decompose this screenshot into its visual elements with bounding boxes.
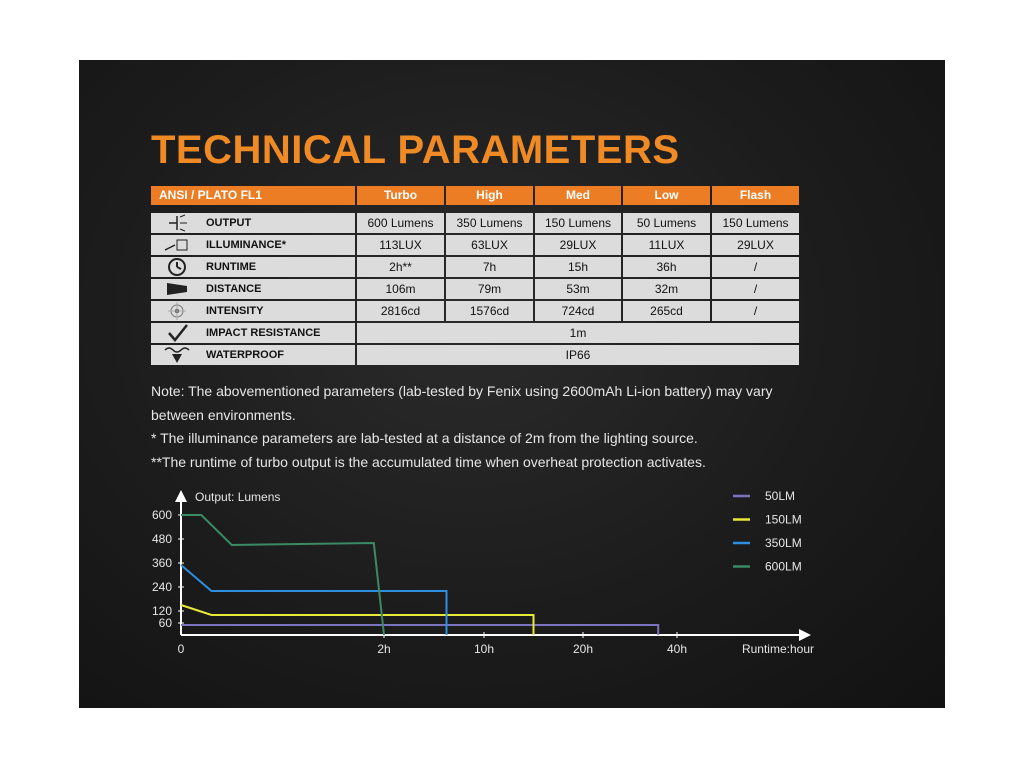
table-cell: 600 Lumens (357, 213, 444, 233)
table-cell: 63LUX (446, 235, 533, 255)
row-label-text: OUTPUT (206, 217, 252, 229)
y-axis-label: Output: Lumens (195, 490, 281, 504)
header-flash: Flash (712, 186, 799, 205)
note-line: * The illuminance parameters are lab-tested at a distance of 2m from the lighting source. (151, 430, 698, 446)
legend-label: 50LM (765, 489, 796, 503)
row-label-distance (151, 279, 355, 299)
row-label-intensity (151, 301, 355, 321)
table-cell: 11LUX (623, 235, 710, 255)
table-cell: 15h (535, 257, 621, 277)
table-cell: 350 Lumens (446, 213, 533, 233)
notes (151, 380, 851, 474)
y-axis-arrow (175, 490, 187, 502)
y-tick-label: 360 (151, 556, 172, 570)
legend-label: 150LM (765, 512, 802, 527)
x-tick-label: 40h (666, 642, 688, 656)
y-tick-label: 60 (158, 616, 172, 630)
row-label-text: WATERPROOF (206, 349, 285, 361)
table-cell: 29LUX (535, 235, 621, 255)
table-cell: 106m (357, 279, 444, 299)
table-cell: 36h (623, 257, 710, 277)
distance-icon (163, 280, 191, 298)
x-tick-label: 10h (473, 642, 495, 656)
page-title: TECHNICAL PARAMETERS (151, 128, 680, 172)
table-cell: 724cd (535, 301, 621, 321)
row-label-impact-resistance (151, 323, 355, 343)
note-line: Note: The abovementioned parameters (lab-tested by Fenix using 2600mAh Li-ion battery) may vary (151, 383, 773, 399)
y-tick-label: 600 (151, 508, 172, 522)
table-cell: 79m (446, 279, 533, 299)
table-cell: 1576cd (446, 301, 533, 321)
table-cell-span: 1m (357, 323, 799, 343)
row-label-runtime (151, 257, 355, 277)
row-label-illuminance (151, 235, 355, 255)
table-cell: 2816cd (357, 301, 444, 321)
x-tick-label: 20h (572, 642, 594, 656)
output-icon (163, 214, 191, 232)
header-turbo: Turbo (357, 186, 444, 205)
row-label-text: INTENSITY (206, 305, 264, 317)
row-label-text: DISTANCE (206, 283, 262, 295)
table-cell: 150 Lumens (712, 213, 799, 233)
note-line: **The runtime of turbo output is the accumulated time when overheat protection activates. (151, 453, 706, 470)
intensity-icon (163, 302, 191, 320)
note-line: between environments. (151, 406, 296, 423)
x-tick-label: 2h (377, 642, 391, 656)
spec-panel (79, 60, 945, 708)
header-low: Low (623, 186, 710, 205)
runtime-chart (139, 485, 839, 670)
table-cell: 150 Lumens (535, 213, 621, 233)
x-axis-arrow (799, 629, 811, 641)
table-cell: / (712, 279, 799, 299)
y-tick-label: 120 (151, 604, 172, 618)
row-label-text: RUNTIME (206, 261, 257, 273)
table-cell: / (712, 257, 799, 277)
legend-label: 350LM (765, 536, 802, 550)
table-cell: 50 Lumens (623, 213, 710, 233)
row-label-waterproof (151, 345, 355, 365)
table-cell: 53m (535, 279, 621, 299)
y-tick-label: 240 (151, 580, 172, 594)
table-cell: 113LUX (357, 235, 444, 255)
header-high: High (446, 186, 533, 205)
row-label-text: IMPACT RESISTANCE (206, 327, 321, 339)
series-line-150lm (181, 605, 534, 635)
impact-icon (163, 324, 191, 342)
header-mode-label: ANSI / PLATO FL1 (151, 186, 355, 205)
table-cell: 29LUX (712, 235, 799, 255)
header-med: Med (535, 186, 621, 205)
series-line-600lm (181, 515, 384, 635)
legend-label: 600LM (765, 559, 802, 574)
row-label-text: ILLUMINANCE* (206, 239, 287, 251)
series-line-50lm (181, 625, 658, 635)
waterproof-icon (163, 346, 191, 364)
table-cell: 32m (623, 279, 710, 299)
table-cell: 2h** (357, 257, 444, 277)
table-cell: / (712, 301, 799, 321)
row-label-output (151, 213, 355, 233)
clock-icon (163, 258, 191, 276)
table-cell-span: IP66 (357, 345, 799, 365)
table-cell: 265cd (623, 301, 710, 321)
x-axis-label: Runtime:hour (741, 642, 814, 656)
table-cell: 7h (446, 257, 533, 277)
x-tick-label: 0 (177, 642, 185, 656)
y-tick-label: 480 (151, 532, 172, 546)
illuminance-icon (163, 236, 191, 254)
